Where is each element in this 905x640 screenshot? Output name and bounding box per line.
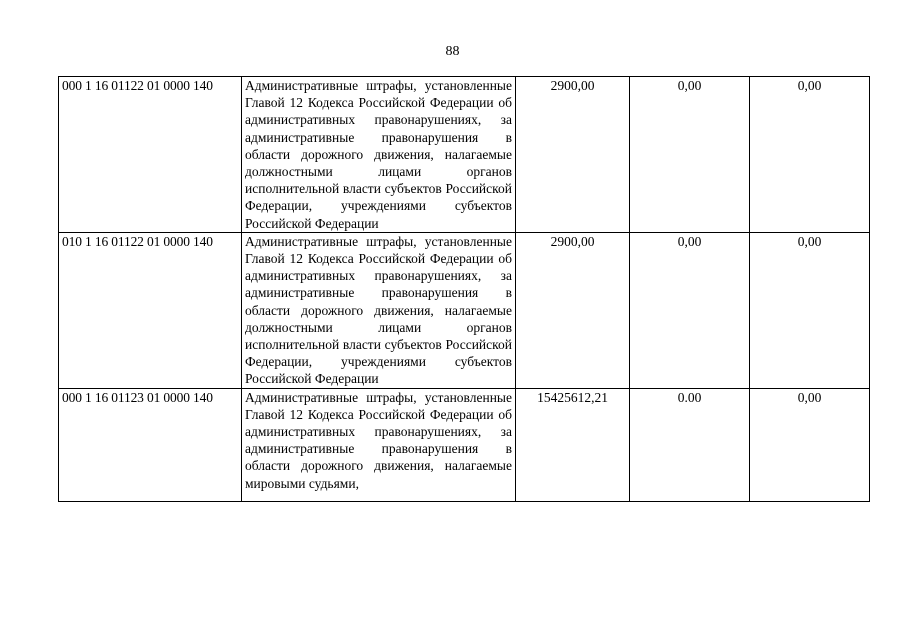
revenue-name-cell: Административные штрафы, установленные Главой 12 Кодекса Российской Федерации об административных правонарушениях, за административные правонарушения в области дорожного движения, налагаемые должностными лицами органов исполнительной власти субъектов Российской Федерации, учреждениями субъектов Российской Федерации [242, 77, 516, 233]
page-number: 88 [445, 44, 460, 59]
amount-cell-2: 0,00 [630, 77, 750, 233]
budget-code-cell: 000 1 16 01122 01 0000 140 [59, 77, 242, 233]
amount-cell-1: 2900,00 [516, 77, 630, 233]
revenue-name-cell: Административные штрафы, установленные Главой 12 Кодекса Российской Федерации об административных правонарушениях, за административные правонарушения в области дорожного движения, налагаемые должностными лицами органов исполнительной власти субъектов Российской Федерации, учреждениями субъектов Российской Федерации [242, 232, 516, 388]
budget-code-cell: 000 1 16 01123 01 0000 140 [59, 388, 242, 501]
amount-cell-3: 0,00 [750, 388, 870, 501]
amount-cell-3: 0,00 [750, 232, 870, 388]
amount-cell-2: 0.00 [630, 388, 750, 501]
table-row [59, 77, 870, 233]
budget-code-cell: 010 1 16 01122 01 0000 140 [59, 232, 242, 388]
budget-table [58, 76, 870, 502]
table-row [59, 388, 870, 501]
revenue-name-cell [242, 388, 516, 501]
amount-cell-1: 2900,00 [516, 232, 630, 388]
table-row [59, 232, 870, 388]
amount-cell-1: 15425612,21 [516, 388, 630, 501]
amount-cell-3: 0,00 [750, 77, 870, 233]
revenue-name-text: Административные штрафы, установленные Главой 12 Кодекса Российской Федерации об административных правонарушениях, за административные правонарушения в области дорожного движения, налагаемые мировыми судьями, [245, 389, 512, 491]
amount-cell-2: 0,00 [630, 232, 750, 388]
